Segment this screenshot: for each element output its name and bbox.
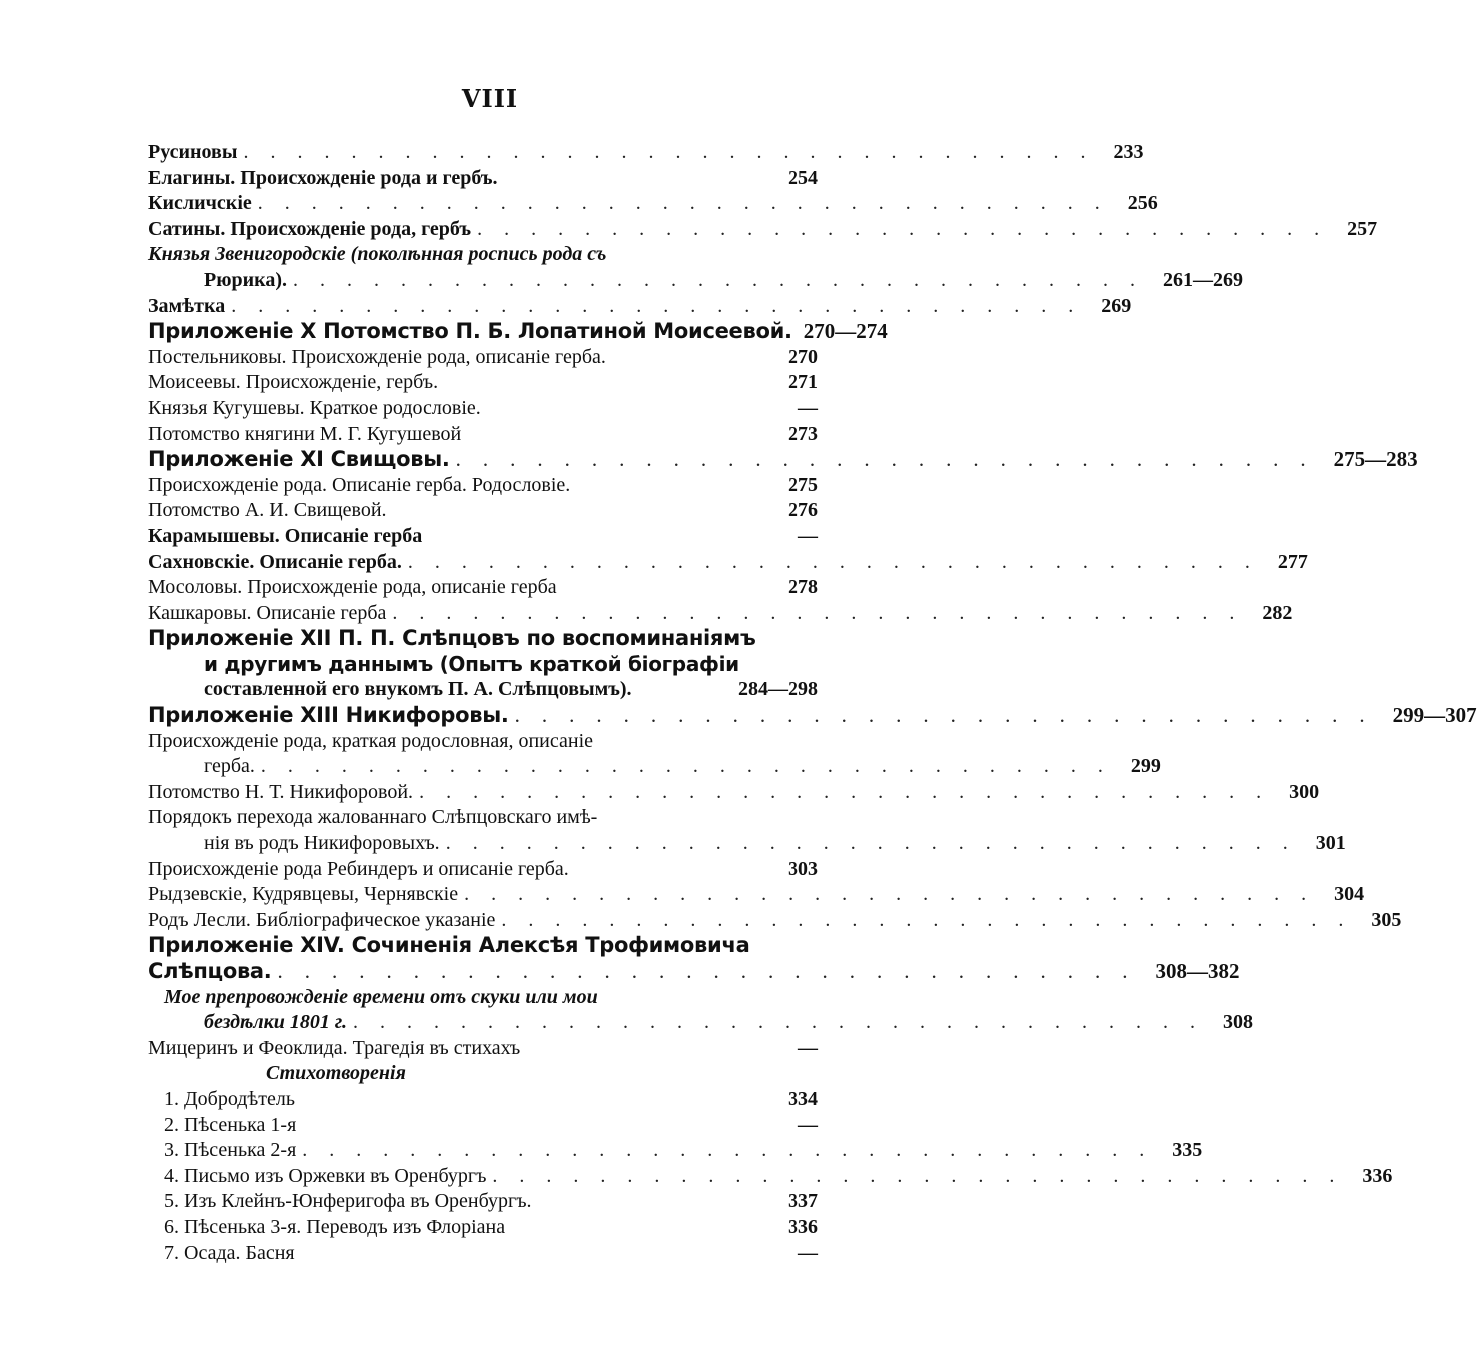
toc-entry-page: 261—269 — [1163, 268, 1244, 291]
toc-entry-title: Происхожденіе рода, краткая родословная, описаніе — [148, 729, 594, 752]
toc-entry-page: 308—382 — [1155, 959, 1240, 983]
toc-entry — [148, 498, 818, 524]
toc-entry — [148, 831, 1346, 857]
toc-entry-title: Родъ Лесли. Библіографическое указаніе — [148, 908, 496, 931]
dot-leader: ................................ — [353, 1011, 1218, 1034]
toc-entry-title: Порядокъ перехода жалованнаго Слѣпцовскаго имѣ- — [148, 806, 598, 829]
toc-entry-title: Сахновскіе. Описаніе герба. — [148, 550, 402, 573]
toc-entry-title: 5. Изъ Клейнъ-Юнферигофа въ Оренбургъ. — [164, 1190, 532, 1213]
toc-entry — [148, 575, 818, 601]
toc-entry-title: Приложеніе X Потомство П. Б. Лопатиной Моисеевой. — [148, 319, 792, 344]
toc-entry-title: 3. Пѣсенька 2-я — [164, 1139, 297, 1162]
toc-entry — [148, 473, 818, 499]
toc-entry — [148, 370, 818, 396]
toc-entry — [148, 1189, 818, 1215]
toc-entry-title: Русиновы — [148, 141, 238, 163]
toc-entry-title: Князья Звенигородскіе (поколѣнная роспись рода съ — [148, 243, 607, 266]
toc-entry — [148, 1241, 818, 1267]
dot-leader: ................................ — [260, 755, 1125, 778]
toc-entry-page: — — [798, 1036, 818, 1059]
toc-entry-title: Мосоловы. Происхожденіе рода, описаніе герба — [148, 576, 557, 599]
toc-entry-page: 300 — [1289, 780, 1320, 803]
toc-entry-page: 269 — [1101, 294, 1132, 317]
toc-entry-title: Сатины. Происхожденіе рода, гербъ — [148, 217, 472, 240]
toc-entry-title: и другимъ даннымъ (Опытъ краткой біографіи — [204, 651, 739, 676]
toc-entry-title: 4. Письмо изъ Оржевки въ Оренбургъ — [164, 1164, 487, 1187]
toc-entry-page: 278 — [788, 576, 818, 599]
dot-leader: ................................ — [419, 780, 1284, 803]
toc-entry-page: 270—274 — [803, 319, 888, 344]
dot-leader: ................................ — [302, 1139, 1167, 1162]
toc-entry-page: — — [798, 1241, 818, 1264]
toc-entry — [148, 1138, 1203, 1164]
toc-entry-page: 282 — [1262, 601, 1293, 624]
page-number: VIII — [461, 84, 519, 113]
toc-entry-title: Рыдзевскіе, Кудрявцевы, Чернявскіе — [148, 883, 459, 906]
toc-entry — [148, 729, 818, 755]
dot-leader: ................................ — [407, 550, 1272, 573]
toc-entry-title: 1. Добродѣтель — [164, 1087, 295, 1110]
dot-leader: ................................ — [464, 883, 1329, 906]
toc-entry — [148, 166, 818, 192]
toc-entry-title: нія въ родъ Никифоровыхъ. — [204, 832, 440, 855]
dot-leader: ................................ — [257, 192, 1122, 215]
toc-entry — [148, 524, 818, 550]
dot-leader: ................................ — [445, 832, 1310, 855]
dot-leader: ................................ — [514, 703, 1387, 728]
toc-entry-page: 299 — [1130, 755, 1161, 778]
toc-entry — [148, 191, 1158, 217]
toc-entry-title: Приложеніе XII П. П. Слѣпцовъ по воспоминаніямъ — [148, 626, 756, 651]
toc-entry-title: Стихотворенія — [266, 1062, 406, 1085]
toc-entry — [148, 140, 1144, 166]
toc-entry-page: 284—298 — [738, 678, 818, 701]
toc-entry-title: Приложеніе XI Свищовы. — [148, 447, 450, 472]
toc-entry — [148, 294, 1132, 320]
toc-entry-page: 308 — [1223, 1011, 1254, 1034]
toc-entry-page: 273 — [788, 422, 818, 445]
toc-entry-page: 304 — [1334, 883, 1365, 906]
toc-entry-title: Кисличскіе — [148, 192, 252, 215]
toc-entry — [148, 677, 818, 703]
dot-leader: ................................ — [492, 1164, 1357, 1187]
toc-entry-page: 305 — [1371, 908, 1402, 931]
toc-entry-page: 334 — [788, 1087, 818, 1110]
toc-entry-title: Потомство А. И. Свищевой. — [148, 499, 387, 522]
toc-entry-title: Приложеніе XIV. Сочиненія Алексѣя Трофимовича — [148, 933, 750, 958]
toc-entry-title: Потомство княгини М. Г. Кугушевой — [148, 422, 462, 445]
toc-entry-page: 277 — [1277, 550, 1308, 573]
toc-entry-page: 254 — [788, 166, 818, 189]
toc-entry-title: Слѣпцова. — [148, 959, 272, 983]
toc-entry — [148, 780, 1320, 806]
dot-leader: ................................ — [243, 141, 1108, 163]
toc-entry-page: — — [798, 1113, 818, 1136]
toc-entry — [148, 1215, 818, 1241]
toc-entry-title: Князья Кугушевы. Краткое родословіе. — [148, 396, 481, 419]
toc-entry-title: Кашкаровы. Описаніе герба — [148, 601, 387, 624]
dot-leader: ................................ — [231, 294, 1096, 317]
toc-entry-page: 233 — [1113, 141, 1144, 163]
toc-entry-title: Постельниковы. Происхожденіе рода, описаніе герба. — [148, 345, 606, 368]
toc-entry-title: Происхожденіе рода. Описаніе герба. Родословіе. — [148, 473, 571, 496]
toc-entry — [148, 345, 818, 371]
dot-leader: ................................ — [477, 217, 1342, 240]
dot-leader: ................................ — [277, 959, 1150, 983]
toc-entry-title: Елагины. Происхожденіе рода и гербъ. — [148, 166, 498, 189]
toc-entry — [148, 857, 818, 883]
toc-entry-page: 271 — [788, 371, 818, 394]
toc-entry-page: — — [798, 524, 818, 547]
toc-entry — [148, 550, 1308, 576]
toc-entry — [148, 268, 1244, 294]
toc-entry — [148, 933, 818, 959]
toc-entry-page: 336 — [788, 1215, 818, 1238]
toc-entry-title: Рюрика). — [204, 268, 288, 291]
toc-entry-page: 336 — [1362, 1164, 1393, 1187]
toc-entry-page: 270 — [788, 345, 818, 368]
toc-entry-page: 299—307 — [1392, 703, 1477, 728]
toc-entry — [148, 882, 1365, 908]
toc-entry-page: 335 — [1172, 1139, 1203, 1162]
toc-entry — [148, 1164, 1393, 1190]
toc-entry-title: Потомство Н. Т. Никифоровой. — [148, 780, 414, 803]
toc-entry-page: 256 — [1127, 192, 1158, 215]
toc-entry — [148, 217, 1378, 243]
toc-entry-title: Моисеевы. Происхожденіе, гербъ. — [148, 371, 439, 394]
table-of-contents — [148, 140, 1477, 1266]
toc-entry — [148, 422, 818, 448]
toc-entry — [148, 754, 1161, 780]
toc-entry-title: Мое препровожденіе времени отъ скуки или мои — [164, 985, 598, 1008]
toc-entry-page: 275 — [788, 473, 818, 496]
toc-entry-page: 275—283 — [1333, 447, 1418, 472]
toc-entry-title: бездѣлки 1801 г. — [204, 1011, 348, 1034]
toc-entry — [148, 985, 818, 1011]
toc-entry — [148, 1087, 818, 1113]
toc-entry — [148, 626, 818, 652]
toc-entry-title: Мицеринъ и Феоклида. Трагедія въ стихахъ — [148, 1036, 521, 1059]
toc-entry — [148, 319, 888, 345]
dot-leader: ................................ — [293, 268, 1158, 291]
toc-entry-page: 337 — [788, 1190, 818, 1213]
toc-entry — [148, 1036, 818, 1062]
toc-entry — [148, 447, 1418, 473]
toc-entry — [148, 601, 1293, 627]
toc-entry — [148, 396, 818, 422]
toc-entry-title: 6. Пѣсенька 3-я. Переводъ изъ Флоріана — [164, 1215, 506, 1238]
toc-entry-page: 301 — [1315, 832, 1346, 855]
toc-entry-title: Приложеніе XIII Никифоровы. — [148, 703, 509, 728]
toc-entry — [148, 242, 818, 268]
toc-entry-title: Происхожденіе рода Ребиндеръ и описаніе герба. — [148, 857, 569, 880]
toc-entry-page: — — [798, 396, 818, 419]
toc-entry-title: Карамышевы. Описаніе герба — [148, 524, 423, 547]
dot-leader: ................................ — [392, 601, 1257, 624]
toc-entry — [148, 805, 818, 831]
toc-entry — [148, 1061, 818, 1087]
toc-entry — [148, 652, 818, 678]
toc-entry-page: 276 — [788, 499, 818, 522]
dot-leader: ................................ — [455, 447, 1328, 472]
toc-entry-title: составленной его внукомъ П. А. Слѣпцовымъ). — [204, 678, 632, 701]
toc-entry-title: Замѣтка — [148, 294, 226, 317]
toc-entry-page: 303 — [788, 857, 818, 880]
toc-entry-title: 2. Пѣсенька 1-я — [164, 1113, 297, 1136]
toc-entry — [148, 1113, 818, 1139]
dot-leader: ................................ — [501, 908, 1366, 931]
toc-entry-title: 7. Осада. Басня — [164, 1241, 295, 1264]
toc-entry — [148, 908, 1402, 934]
toc-entry — [148, 1010, 1254, 1036]
toc-entry — [148, 959, 1240, 985]
toc-entry-page: 257 — [1347, 217, 1378, 240]
toc-entry — [148, 703, 1477, 729]
toc-entry-title: герба. — [204, 755, 255, 778]
